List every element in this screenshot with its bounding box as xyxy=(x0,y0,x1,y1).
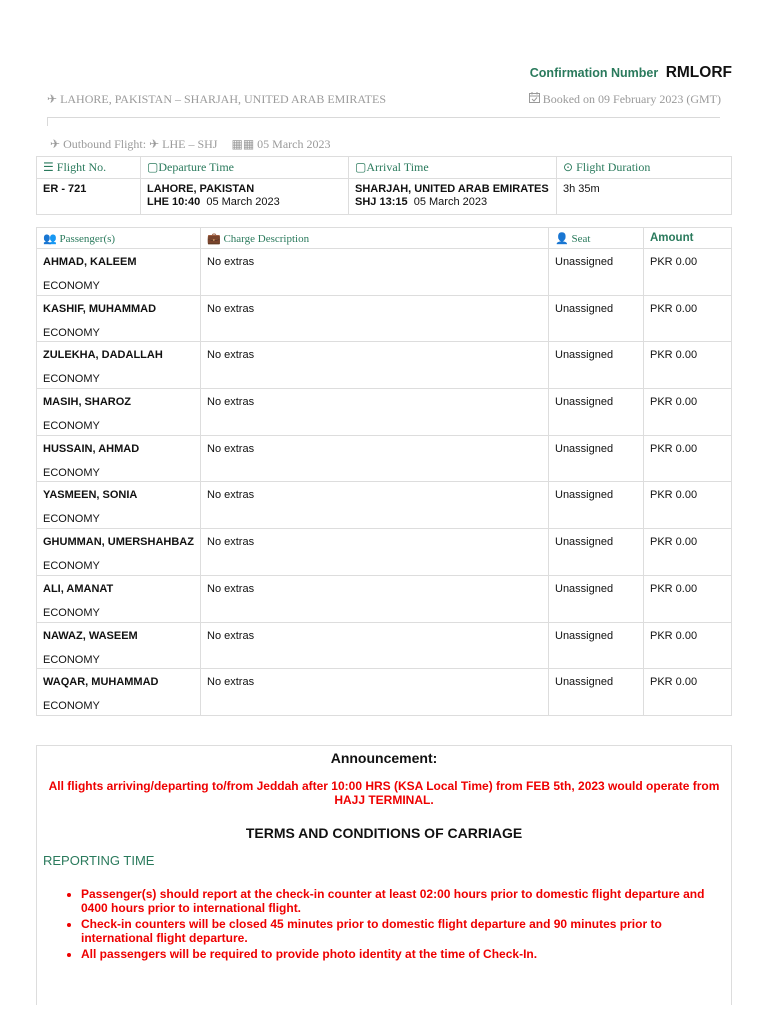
list-item: • Passenger(s) should report at the check-in counter at least 02:00 hours prior to domestic flight departure and 0400 hours prior to international flight. xyxy=(81,887,719,915)
list-item: • Check-in counters will be closed 45 minutes prior to domestic flight departure and 90 minutes prior to international flight departure. xyxy=(81,917,719,945)
passenger-cell xyxy=(37,575,201,622)
passenger-name: WAQAR, MUHAMMAD xyxy=(43,676,159,689)
arrival-header: ▢Arrival Time xyxy=(349,157,557,179)
confirmation-label: Confirmation Number xyxy=(529,66,659,80)
passenger-header: 👥 Passenger(s) xyxy=(37,228,201,249)
announcement-message: All flights arriving/departing to/from Jeddah after 10:00 HRS (KSA Local Time) from FEB 5th, 2023 would operate from HAJJ TERMINAL. xyxy=(48,779,720,807)
cabin-class: ECONOMY xyxy=(43,653,100,666)
passenger-name: KASHIF, MUHAMMAD xyxy=(43,302,157,315)
passenger-cell xyxy=(37,529,201,576)
reporting-rules-list xyxy=(81,887,719,961)
departure-date: 05 March 2023 xyxy=(206,196,280,208)
amount-value: PKR 0.00 xyxy=(644,669,732,716)
amount-value: PKR 0.00 xyxy=(644,622,732,669)
seat-value: Unassigned xyxy=(549,249,644,296)
amount-value: PKR 0.00 xyxy=(644,529,732,576)
charge-description: No extras xyxy=(201,669,549,716)
seat-value: Unassigned xyxy=(549,389,644,436)
amount-value: PKR 0.00 xyxy=(644,435,732,482)
charge-header: 💼 Charge Description xyxy=(201,228,549,249)
arrival-date: 05 March 2023 xyxy=(413,196,488,208)
passenger-cell xyxy=(37,669,201,716)
outbound-date: 05 March 2023 xyxy=(257,137,331,151)
cabin-class: ECONOMY xyxy=(43,606,100,619)
passenger-table xyxy=(36,227,732,716)
passenger-name: MASIH, SHAROZ xyxy=(43,396,131,409)
passenger-cell xyxy=(37,622,201,669)
plane-icon: ✈ xyxy=(50,137,61,151)
calendar-check-icon xyxy=(529,92,540,107)
seat-value: Unassigned xyxy=(549,295,644,342)
passenger-cell xyxy=(37,342,201,389)
seat-value: Unassigned xyxy=(549,342,644,389)
table-row xyxy=(37,669,732,716)
arrival-time: SHJ 13:15 xyxy=(355,196,408,208)
arrival-cell xyxy=(349,179,557,215)
seat-header: 👤 Seat xyxy=(549,228,644,249)
charge-description: No extras xyxy=(201,622,549,669)
announcement-panel xyxy=(36,745,732,1005)
seat-value: Unassigned xyxy=(549,529,644,576)
departure-city: LAHORE, PAKISTAN xyxy=(147,183,255,195)
table-row xyxy=(37,529,732,576)
list-item: • All passengers will be required to provide photo identity at the time of Check-In. xyxy=(81,947,719,961)
booking-date xyxy=(529,92,721,107)
passenger-cell xyxy=(37,389,201,436)
passenger-name: ZULEKHA, DADALLAH xyxy=(43,349,163,362)
cabin-class: ECONOMY xyxy=(43,560,100,573)
table-row xyxy=(37,179,732,215)
departure-cell xyxy=(141,179,349,215)
charge-description: No extras xyxy=(201,389,549,436)
passenger-name: HUSSAIN, AHMAD xyxy=(43,442,140,455)
amount-value: PKR 0.00 xyxy=(644,389,732,436)
cabin-class: ECONOMY xyxy=(43,280,100,292)
user-icon: 👤 xyxy=(555,232,569,245)
table-row xyxy=(37,295,732,342)
calendar-icon: ▢ xyxy=(147,160,159,174)
users-icon: 👥 xyxy=(43,232,57,245)
charge-description: No extras xyxy=(201,342,549,389)
duration-header: ⊙ Flight Duration xyxy=(557,157,732,179)
calendar-icon: ▢ xyxy=(355,160,367,174)
clock-icon: ⊙ xyxy=(563,160,574,174)
passenger-cell xyxy=(37,435,201,482)
passenger-cell xyxy=(37,295,201,342)
passenger-cell xyxy=(37,249,201,296)
table-row xyxy=(37,575,732,622)
calendar-icon: ▦▦ xyxy=(231,137,255,151)
table-row xyxy=(37,622,732,669)
flight-number: ER - 721 xyxy=(37,179,141,215)
cabin-class: ECONOMY xyxy=(43,373,100,386)
amount-value: PKR 0.00 xyxy=(644,249,732,296)
flight-duration: 3h 35m xyxy=(557,179,732,215)
charge-description: No extras xyxy=(201,295,549,342)
plane-icon: ✈ xyxy=(149,137,160,151)
amount-value: PKR 0.00 xyxy=(644,482,732,529)
passenger-cell xyxy=(37,482,201,529)
cabin-class: ECONOMY xyxy=(43,513,100,526)
cabin-class: ECONOMY xyxy=(43,700,100,713)
flight-no-header: ☰ Flight No. xyxy=(37,157,141,179)
outbound-route: LHE – SHJ xyxy=(162,137,218,151)
departure-time: LHE 10:40 xyxy=(147,196,201,208)
passenger-name: GHUMMAN, UMERSHAHBAZ xyxy=(43,536,194,549)
terms-title: TERMS AND CONDITIONS OF CARRIAGE xyxy=(245,825,523,841)
table-row xyxy=(37,249,732,296)
briefcase-icon: 💼 xyxy=(207,232,221,245)
charge-description: No extras xyxy=(201,575,549,622)
list-icon: ☰ xyxy=(43,160,54,174)
passenger-name: AHMAD, KALEEM xyxy=(43,256,137,268)
amount-value: PKR 0.00 xyxy=(644,342,732,389)
table-row xyxy=(37,482,732,529)
departure-header: ▢Departure Time xyxy=(141,157,349,179)
seat-value: Unassigned xyxy=(549,622,644,669)
arrival-city: SHARJAH, UNITED ARAB EMIRATES xyxy=(355,183,549,195)
cabin-class: ECONOMY xyxy=(43,326,100,339)
seat-value: Unassigned xyxy=(549,482,644,529)
cabin-class: ECONOMY xyxy=(43,420,100,433)
route-text: LAHORE, PAKISTAN – SHARJAH, UNITED ARAB EMIRATES xyxy=(60,92,387,106)
section-divider xyxy=(47,117,720,126)
booked-text: Booked on 09 February 2023 (GMT) xyxy=(542,92,721,106)
charge-description: No extras xyxy=(201,482,549,529)
charge-description: No extras xyxy=(201,435,549,482)
passenger-name: NAWAZ, WASEEM xyxy=(43,629,138,642)
seat-value: Unassigned xyxy=(549,669,644,716)
charge-description: No extras xyxy=(201,249,549,296)
charge-description: No extras xyxy=(201,529,549,576)
passenger-name: ALI, AMANAT xyxy=(43,582,114,595)
announcement-title: Announcement: xyxy=(330,750,438,766)
table-row xyxy=(37,389,732,436)
table-row xyxy=(37,435,732,482)
amount-value: PKR 0.00 xyxy=(644,575,732,622)
table-row xyxy=(37,342,732,389)
outbound-flight-row xyxy=(50,137,334,152)
amount-value: PKR 0.00 xyxy=(644,295,732,342)
confirmation-number: RMLORF xyxy=(665,64,732,81)
seat-value: Unassigned xyxy=(549,435,644,482)
passenger-name: YASMEEN, SONIA xyxy=(43,489,138,502)
confirmation-block xyxy=(530,64,732,82)
flight-details-table xyxy=(36,156,732,215)
outbound-label: Outbound Flight: xyxy=(63,137,147,151)
plane-icon: ✈ xyxy=(47,92,58,106)
seat-value: Unassigned xyxy=(549,575,644,622)
amount-header: Amount xyxy=(644,228,732,249)
reporting-time-heading: REPORTING TIME xyxy=(43,853,155,868)
cabin-class: ECONOMY xyxy=(43,466,100,479)
route-summary xyxy=(47,92,386,107)
